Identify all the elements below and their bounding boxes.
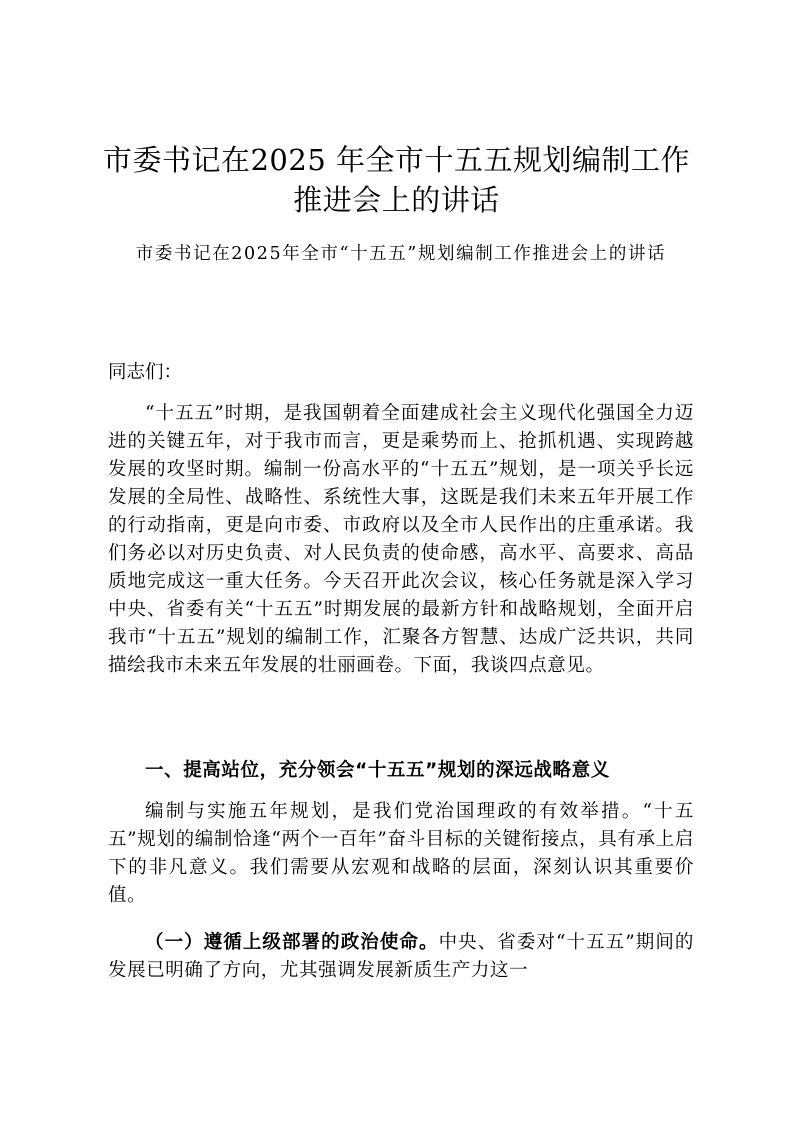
paragraph-intro: “十五五”时期，是我国朝着全面建成社会主义现代化强国全力迈进的关键五年，对于我市而言，更是乘势而上、抢抓机遇、实现跨越发展的攻坚时期。编制一份高水平的“十五五”规划，是一项关乎长远发展的全局性、战略性、系统性大事，这既是我们未来五年开展工作的行动指南，更是向市委、市政府以及全市人民作出的庄重承诺。我们务必以对历史负责、对人民负责的使命感，高水平、高要求、高品质地完成这一重大任务。今天召开此次会议，核心任务就是深入学习中央、省委有关“十五五”时期发展的最新方针和战略规划，全面开启我市“十五五”规划的编制工作，汇聚各方智慧、达成广泛共识，共同描绘我市未来五年发展的壮丽画卷。下面，我谈四点意见。 bbox=[108, 403, 694, 676]
title-line-2: 推进会上的讲话 bbox=[293, 183, 500, 217]
section-heading-1: 一、提高站位，充分领会“十五五”规划的深远战略意义 bbox=[145, 760, 610, 781]
document-subtitle: 市委书记在2025年全市“十五五”规划编制工作推进会上的讲话 bbox=[135, 244, 667, 264]
subsection-text: 中央、省委对“十五五”期间的发展已明确了方向，尤其强调发展新质生产力这一 bbox=[108, 932, 694, 981]
paragraph-subsection-1 bbox=[108, 929, 694, 985]
subsection-lead: （一）遵循上级部署的政治使命。 bbox=[145, 932, 439, 953]
document-title bbox=[100, 140, 693, 220]
paragraph-section-1: 编制与实施五年规划，是我们党治国理政的有效举措。“十五五”规划的编制恰逢“两个一百年”奋斗目标的关键衔接点，具有承上启下的非凡意义。我们需要从宏观和战略的层面，深刻认识其重要价值。 bbox=[108, 801, 694, 906]
salutation: 同志们： bbox=[108, 362, 183, 383]
title-line-1: 市委书记在2025 年全市十五五规划编制工作 bbox=[102, 143, 691, 177]
